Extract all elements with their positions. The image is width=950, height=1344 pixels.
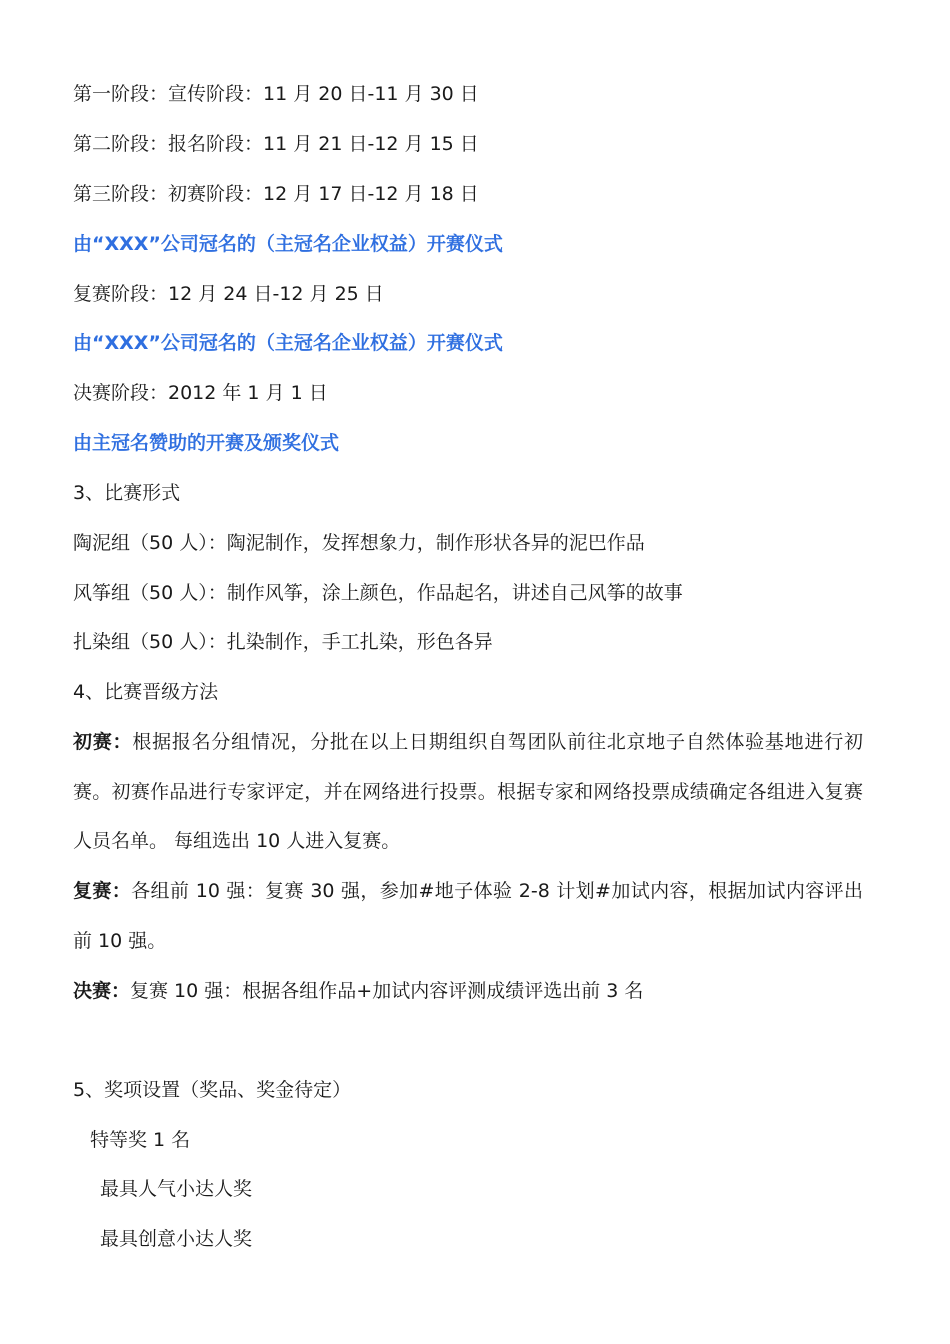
prelim-text: 根据报名分组情况，分批在以上日期组织自驾团队前往北京地子自然体验基地进行初赛。初赛作品进行专家评定，并在网络进行投票。根据专家和网络投票成绩确定各组进入复赛人员名单。 每组选出 10 人进入复赛。	[73, 731, 863, 853]
final-paragraph	[73, 979, 643, 1003]
semi-label: 复赛：	[73, 880, 132, 902]
final-label: 决赛：	[73, 980, 131, 1002]
creative-award-line: 最具创意小达人奖	[100, 1228, 253, 1250]
stage-3-line: 第三阶段：初赛阶段：12 月 17 日-12 月 18 日	[73, 183, 479, 205]
advancement-heading: 4、比赛晋级方法	[73, 681, 219, 703]
ceremony-line-2: 由“XXX”公司冠名的（主冠名企业权益）开赛仪式	[73, 332, 503, 354]
prelim-paragraph	[73, 718, 863, 867]
stage-2-line: 第二阶段：报名阶段：11 月 21 日-12 月 15 日	[73, 133, 479, 155]
pottery-group-line: 陶泥组（50 人）：陶泥制作，发挥想象力，制作形状各异的泥巴作品	[73, 532, 645, 554]
popular-award-line: 最具人气小达人奖	[100, 1178, 253, 1200]
semifinal-stage-line: 复赛阶段：12 月 24 日-12 月 25 日	[73, 283, 384, 305]
tiedye-group-line: 扎染组（50 人）：扎染制作，手工扎染，形色各异	[73, 631, 493, 653]
prelim-label: 初赛：	[73, 731, 133, 753]
format-heading: 3、比赛形式	[73, 482, 181, 504]
final-stage-line: 决赛阶段：2012 年 1 月 1 日	[73, 382, 328, 404]
grand-prize-line: 特等奖 1 名	[90, 1129, 191, 1151]
semi-paragraph	[73, 867, 863, 966]
awards-heading: 5、奖项设置（奖品、奖金待定）	[73, 1079, 352, 1101]
stage-1-line: 第一阶段：宣传阶段：11 月 20 日-11 月 30 日	[73, 83, 479, 105]
final-text: 复赛 10 强：根据各组作品+加试内容评测成绩评选出前 3 名	[130, 980, 644, 1002]
semi-text: 各组前 10 强：复赛 30 强，参加#地子体验 2-8 计划#加试内容，根据加试内容评出前 10 强。	[73, 880, 863, 952]
kite-group-line: 风筝组（50 人）：制作风筝，涂上颜色，作品起名，讲述自己风筝的故事	[73, 582, 683, 604]
ceremony-line-3: 由主冠名赞助的开赛及颁奖仪式	[73, 432, 340, 454]
ceremony-line-1: 由“XXX”公司冠名的（主冠名企业权益）开赛仪式	[73, 233, 503, 255]
